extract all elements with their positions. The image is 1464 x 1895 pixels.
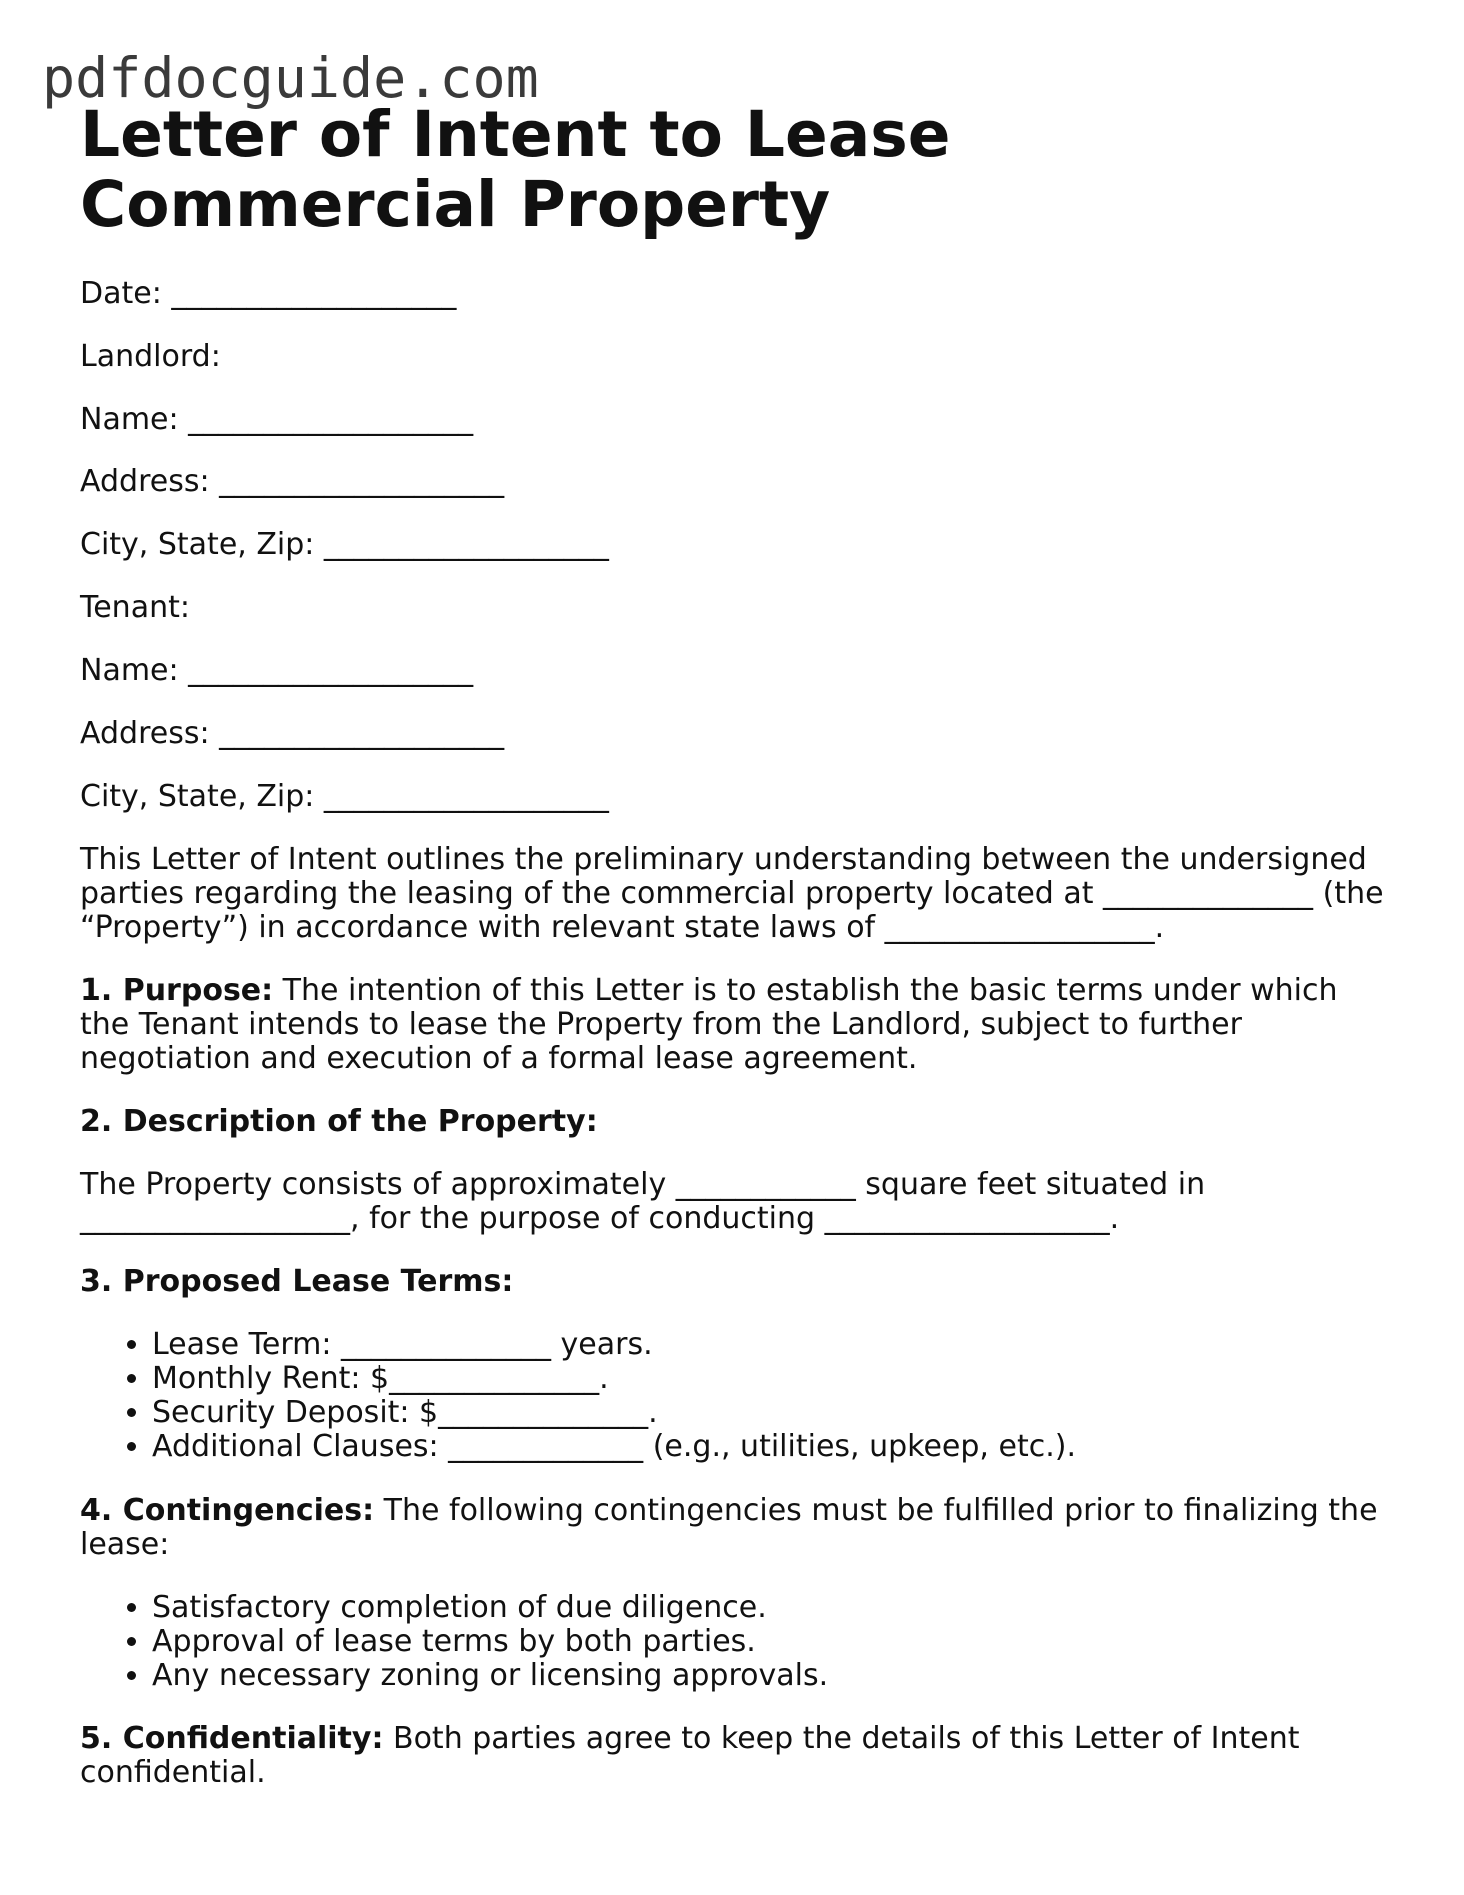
tenant-address-field[interactable]: Address: ___________________ bbox=[80, 716, 505, 751]
tenant-city-state-zip-field[interactable]: City, State, Zip: ___________________ bbox=[80, 779, 609, 814]
list-item: • Approval of lease terms by both parties. bbox=[152, 1625, 1390, 1659]
purpose-heading: 1. Purpose: bbox=[80, 973, 274, 1008]
contingencies-list bbox=[80, 1591, 1390, 1693]
tenant-name-field[interactable]: Name: ___________________ bbox=[80, 653, 474, 688]
contingencies-list-wrap bbox=[80, 1591, 1390, 1693]
section-purpose bbox=[80, 974, 1390, 1076]
lease-terms-list-wrap bbox=[80, 1328, 1390, 1464]
purpose-paragraph bbox=[80, 974, 1390, 1076]
contingencies-heading: 4. Contingencies: bbox=[80, 1493, 375, 1528]
confidentiality-heading: 5. Confidentiality: bbox=[80, 1721, 384, 1756]
intro-text: This Letter of Intent outlines the preliminary understanding between the undersigned parties regarding the leasing of the commercial property located at ______________ (the “Property”) in accordance with relevant state laws of __________________. bbox=[80, 842, 1384, 945]
description-paragraph bbox=[80, 1168, 1390, 1236]
section-description bbox=[80, 1105, 1390, 1139]
list-item: • Satisfactory completion of due diligence. bbox=[152, 1591, 1390, 1625]
list-item: • Monthly Rent: $______________. bbox=[152, 1362, 1390, 1396]
landlord-city-state-zip-field[interactable]: City, State, Zip: ___________________ bbox=[80, 527, 609, 562]
section-lease-terms bbox=[80, 1265, 1390, 1299]
confidentiality-paragraph bbox=[80, 1722, 1390, 1790]
site-watermark: pdfdocguide.com bbox=[42, 46, 539, 110]
purpose-text: The intention of this Letter is to establish the basic terms under which the Tenant intends to lease the Property from the Landlord, subject to further negotiation and execution of a formal lease agreement. bbox=[80, 973, 1338, 1076]
section-confidentiality bbox=[80, 1722, 1390, 1790]
lease-terms-list bbox=[80, 1328, 1390, 1464]
list-item: • Any necessary zoning or licensing approvals. bbox=[152, 1659, 1390, 1693]
lease-terms-heading: 3. Proposed Lease Terms: bbox=[80, 1264, 514, 1299]
document-title: Letter of Intent to Lease Commercial Property bbox=[80, 98, 951, 241]
landlord-heading: Landlord: bbox=[80, 339, 221, 374]
date-field[interactable]: Date: ___________________ bbox=[80, 276, 457, 311]
description-heading: 2. Description of the Property: bbox=[80, 1104, 598, 1139]
landlord-name-field[interactable]: Name: ___________________ bbox=[80, 402, 474, 437]
confidentiality-text: Both parties agree to keep the details of this Letter of Intent confidential. bbox=[80, 1721, 1300, 1790]
tenant-heading: Tenant: bbox=[80, 590, 190, 625]
list-item: • Lease Term: ______________ years. bbox=[152, 1328, 1390, 1362]
intro-paragraph bbox=[80, 843, 1390, 945]
contingencies-paragraph bbox=[80, 1494, 1390, 1562]
description-text: The Property consists of approximately ____________ square feet situated in __________________, for the purpose of conducting ___________________. bbox=[80, 1167, 1206, 1236]
section-contingencies bbox=[80, 1494, 1390, 1562]
document-body bbox=[80, 98, 1390, 1790]
list-item: • Security Deposit: $______________. bbox=[152, 1396, 1390, 1430]
landlord-address-field[interactable]: Address: ___________________ bbox=[80, 464, 505, 499]
list-item: • Additional Clauses: _____________ (e.g., utilities, upkeep, etc.). bbox=[152, 1430, 1390, 1464]
contingencies-text: The following contingencies must be fulfilled prior to finalizing the lease: bbox=[80, 1493, 1378, 1562]
